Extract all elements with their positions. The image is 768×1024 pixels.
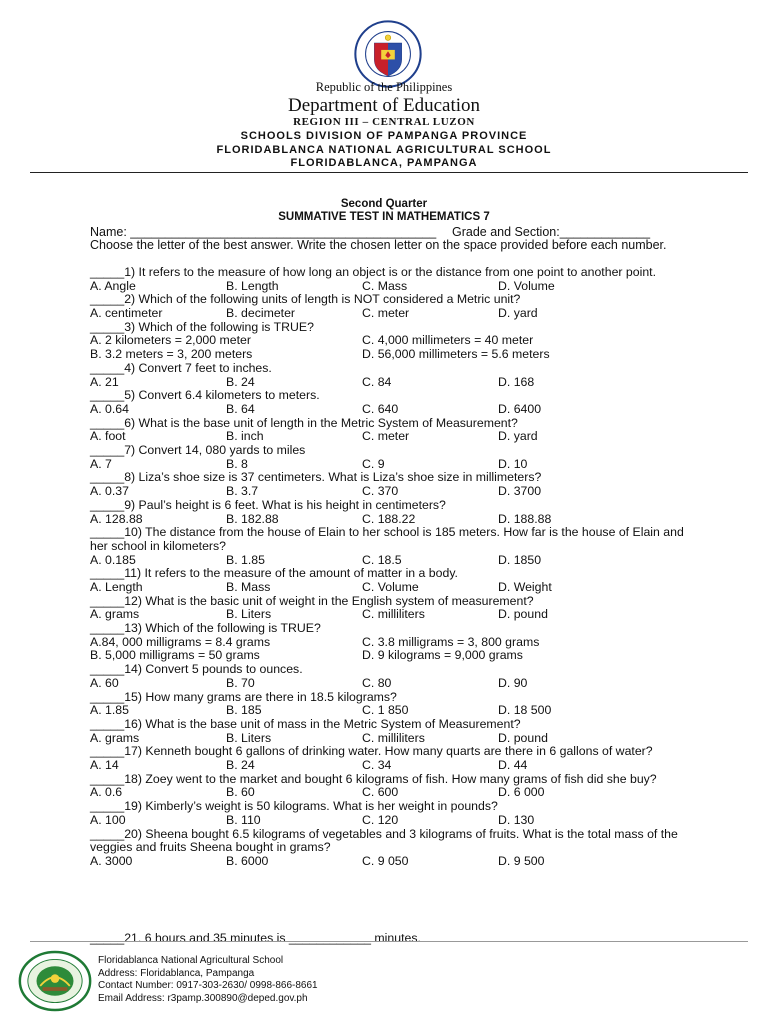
options-row: [90, 814, 690, 828]
answer-option: B. Mass: [226, 580, 271, 594]
answer-option: B. 1.85: [226, 552, 265, 567]
question-list: [90, 266, 690, 869]
answer-option: C. milliliters: [362, 607, 425, 622]
question-11: _____11) It refers to the measure of the amount of matter in a body.: [90, 566, 458, 581]
answer-option: A. Angle: [90, 278, 136, 293]
quarter-label: Second Quarter: [340, 198, 428, 210]
answer-option: A. 100: [90, 812, 126, 827]
grade-section-field[interactable]: Grade and Section:_____________: [452, 225, 651, 239]
answer-option: C. 80: [362, 675, 392, 690]
answer-option: D. 188.88: [498, 511, 552, 526]
answer-option: B. 8: [226, 456, 248, 471]
answer-option: D. 10: [498, 456, 528, 471]
answer-option: C. 34: [362, 758, 392, 773]
answer-option: D. pound: [498, 730, 548, 745]
question-9: _____9) Paul’s height is 6 feet. What is his height in centimeters?: [90, 497, 446, 512]
question-20: _____20) Sheena bought 6.5 kilograms of vegetables and 3 kilograms of fruits. What is the total mass of the veggies and fruits Sheena bought in grams?: [90, 826, 678, 855]
answer-option: B. Liters: [226, 730, 272, 745]
answer-option: D. Weight: [498, 580, 552, 594]
answer-option: D. 18 500: [498, 703, 552, 718]
answer-option: C. 84: [362, 374, 392, 389]
answer-option: C. 4,000 millimeters = 40 meter: [362, 333, 534, 348]
answer-option: B. 185: [226, 703, 262, 718]
answer-option: D. Volume: [498, 278, 555, 293]
options-row: [90, 581, 690, 595]
question-17: _____17) Kenneth bought 6 gallons of drinking water. How many quarts are there in 6 gallons of water?: [90, 744, 653, 759]
answer-option: A. 128.88: [90, 511, 143, 526]
answer-option: C. 188.22: [362, 511, 416, 526]
answer-option: B. 24: [226, 374, 255, 389]
answer-option: C. 9 050: [362, 853, 409, 868]
location-label: FLORIDABLANCA, PAMPANGA: [290, 157, 478, 169]
answer-option: D. 44: [498, 758, 528, 773]
answer-option: C. 120: [362, 812, 399, 827]
answer-option: B. 64: [226, 401, 255, 416]
answer-option: B. 24: [226, 758, 255, 773]
answer-option: A. foot: [90, 429, 126, 444]
answer-option: C. milliliters: [362, 730, 425, 745]
options-row: [90, 636, 690, 650]
instructions: Choose the letter of the best answer. Write the chosen letter on the space provided before each number.: [90, 238, 667, 252]
question-18: _____18) Zoey went to the market and bought 6 kilograms of fish. How many grams of fish did she buy?: [90, 771, 657, 786]
answer-option: D. 3700: [498, 484, 542, 499]
options-row: [90, 307, 690, 321]
department-title: Department of Education: [287, 95, 481, 116]
answer-option: D. 56,000 millimeters = 5.6 meters: [362, 347, 550, 362]
answer-option: D. 6 000: [498, 785, 545, 800]
test-title: SUMMATIVE TEST IN MATHEMATICS 7: [278, 211, 490, 223]
answer-option: A. Length: [90, 580, 143, 594]
question-1: _____1) It refers to the measure of how long an object is or the distance from one point to another point.: [90, 265, 656, 279]
options-row: [90, 485, 690, 499]
footer-school-name: Floridablanca National Agricultural School: [98, 955, 284, 966]
answer-option: A. grams: [90, 730, 140, 745]
answer-option: C. Mass: [362, 278, 408, 293]
answer-option: A. 2 kilometers = 2,000 meter: [90, 333, 251, 348]
answer-option: C. Volume: [362, 580, 419, 594]
answer-option: B. 60: [226, 785, 255, 800]
options-row: [90, 348, 690, 362]
question-8: _____8) Liza’s shoe size is 37 centimeters. What is Liza’s shoe size in millimeters?: [90, 470, 542, 485]
deped-seal-logo: [354, 20, 422, 88]
question-7: _____7) Convert 14, 080 yards to miles: [90, 443, 306, 458]
answer-option: C. 640: [362, 401, 399, 416]
options-row: [90, 704, 690, 718]
options-row: [90, 786, 690, 800]
footer-contact-number: Contact Number: 0917-303-2630/ 0998-866-8661: [98, 980, 318, 991]
answer-option: D. 90: [498, 675, 528, 690]
answer-option: A. 0.185: [90, 552, 136, 567]
question-14: _____14) Convert 5 pounds to ounces.: [90, 662, 303, 677]
answer-option: C. 9: [362, 456, 385, 471]
footer-divider: [30, 941, 748, 942]
answer-option: D. yard: [498, 429, 538, 444]
answer-option: B. Length: [226, 278, 279, 293]
answer-option: D. pound: [498, 607, 548, 622]
answer-option: C. 370: [362, 484, 399, 499]
answer-option: B. 110: [226, 812, 261, 827]
answer-option: B. 182.88: [226, 511, 279, 526]
question-19: _____19) Kimberly’s weight is 50 kilograms. What is her weight in pounds?: [90, 799, 498, 814]
answer-option: B. decimeter: [226, 306, 296, 321]
answer-option: D. 130: [498, 812, 535, 827]
school-label: FLORIDABLANCA NATIONAL AGRICULTURAL SCHOOL: [216, 144, 552, 156]
question-13: _____13) Which of the following is TRUE?: [90, 621, 321, 636]
question-5: _____5) Convert 6.4 kilometers to meters.: [90, 388, 320, 403]
question-21: _____21. 6 hours and 35 minutes is ____________ minutes.: [90, 931, 421, 945]
question-15: _____15) How many grams are there in 18.5 kilograms?: [90, 689, 397, 704]
options-row: [90, 280, 690, 294]
options-row: [90, 430, 690, 444]
options-row: [90, 513, 690, 527]
options-row: [90, 759, 690, 773]
answer-option: B. 70: [226, 675, 255, 690]
answer-option: B. 6000: [226, 853, 269, 868]
answer-option: C. meter: [362, 306, 410, 321]
question-2: _____2) Which of the following units of length is NOT considered a Metric unit?: [90, 292, 521, 307]
footer-address: Address: Floridablanca, Pampanga: [98, 967, 255, 979]
answer-option: A. 0.64: [90, 401, 129, 416]
question-4: _____4) Convert 7 feet to inches.: [90, 360, 272, 375]
answer-option: B. 3.2 meters = 3, 200 meters: [90, 347, 253, 362]
question-12: _____12) What is the basic unit of weight in the English system of measurement?: [90, 593, 534, 608]
header-divider: [30, 172, 748, 173]
answer-option: D. 9 kilograms = 9,000 grams: [362, 648, 523, 663]
answer-option: A.84, 000 milligrams = 8.4 grams: [90, 634, 271, 649]
options-row: [90, 649, 690, 663]
answer-option: A. 0.37: [90, 484, 129, 499]
name-field[interactable]: Name: ____________________________________________: [90, 225, 437, 239]
answer-option: A. 7: [90, 456, 112, 471]
question-3: _____3) Which of the following is TRUE?: [90, 319, 314, 334]
answer-option: C. 3.8 milligrams = 3, 800 grams: [362, 634, 540, 649]
answer-option: A. 0.6: [90, 785, 123, 800]
answer-option: A. centimeter: [90, 306, 163, 321]
answer-option: D. 9 500: [498, 853, 545, 868]
answer-option: B. 5,000 milligrams = 50 grams: [90, 648, 260, 663]
options-row: [90, 403, 690, 417]
footer-email: Email Address: r3pamp.300890@deped.gov.ph: [98, 992, 308, 1004]
answer-option: C. 1 850: [362, 703, 409, 718]
division-label: SCHOOLS DIVISION OF PAMPANGA PROVINCE: [240, 130, 528, 142]
answer-option: B. Liters: [226, 607, 272, 622]
answer-option: D. 168: [498, 374, 535, 389]
answer-option: C. 600: [362, 785, 399, 800]
question-6: _____6) What is the base unit of length in the Metric System of Measurement?: [90, 415, 518, 430]
options-row: [90, 458, 690, 472]
options-row: [90, 855, 690, 869]
options-row: [90, 376, 690, 390]
answer-option: D. yard: [498, 306, 538, 321]
options-row: [90, 732, 690, 746]
question-16: _____16) What is the base unit of mass in the Metric System of Measurement?: [90, 716, 521, 731]
republic-label: Republic of the Philippines: [315, 80, 453, 94]
region-label: REGION III – CENTRAL LUZON: [293, 116, 475, 128]
answer-option: D. 1850: [498, 552, 542, 567]
options-row: [90, 334, 690, 348]
answer-option: A. grams: [90, 607, 140, 622]
footer-contact: [98, 955, 318, 1005]
answer-option: A. 14: [90, 758, 119, 773]
options-row: [90, 677, 690, 691]
answer-option: D. 6400: [498, 401, 542, 416]
answer-option: C. 18.5: [362, 552, 402, 567]
school-logo: [18, 950, 92, 1012]
answer-option: A. 60: [90, 675, 119, 690]
options-row: [90, 554, 690, 568]
answer-option: B. 3.7: [226, 484, 259, 499]
answer-option: B. inch: [226, 429, 264, 444]
answer-option: A. 1.85: [90, 703, 129, 718]
options-row: [90, 608, 690, 622]
answer-option: A. 21: [90, 374, 119, 389]
answer-option: A. 3000: [90, 853, 133, 868]
question-10: _____10) The distance from the house of Elain to her school is 185 meters. How far is the house of Elain and her school in kilometers?: [90, 525, 684, 553]
answer-option: C. meter: [362, 429, 410, 444]
